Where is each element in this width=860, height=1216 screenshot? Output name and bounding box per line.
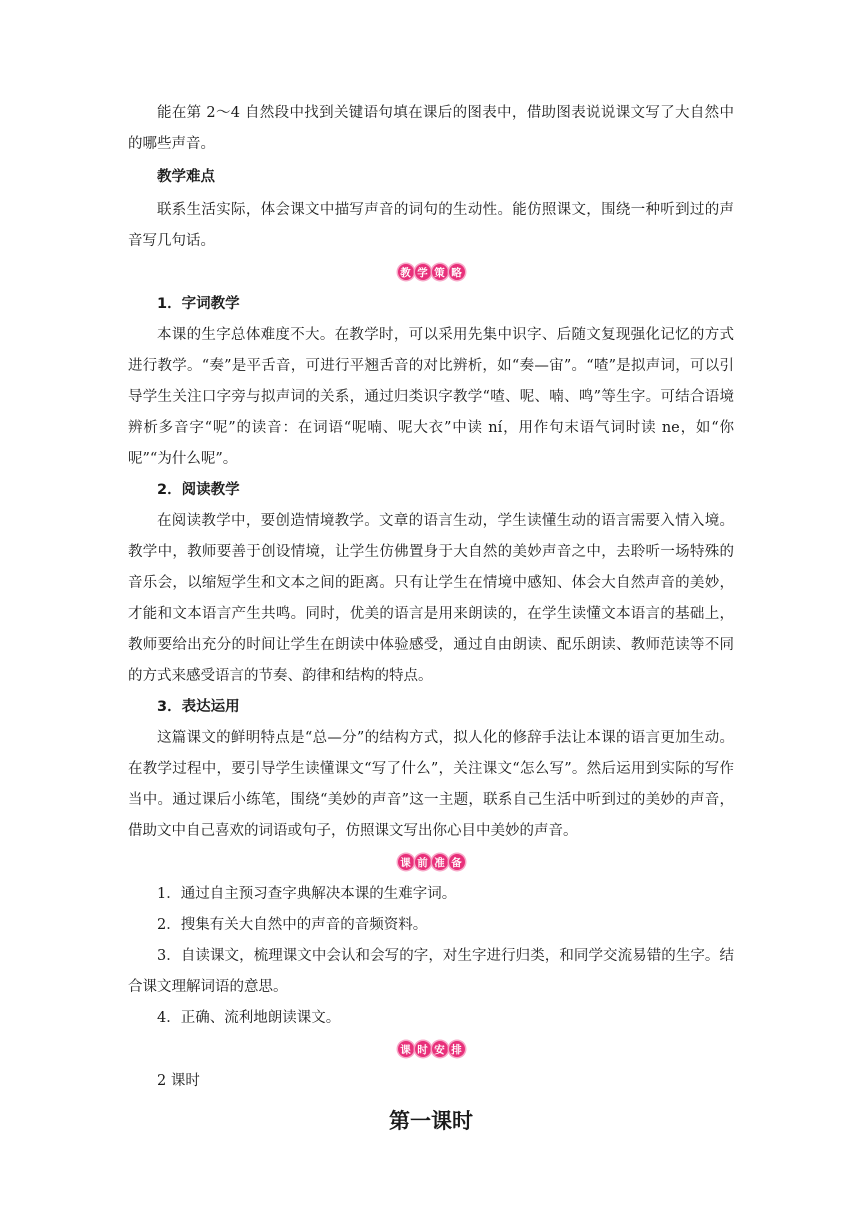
strategy-heading-3: 3．表达运用 bbox=[157, 699, 240, 715]
banner-char: 略 bbox=[449, 264, 465, 280]
strategy-paragraph-3: 这篇课文的鲜明特点是“总—分”的结构方式，拟人化的修辞手法让本课的语言更加生动。在教学过程中，要引导学生读懂课文“写了什么”，关注课文“怎么写”。然后运用到实际的写作当中。通过课后小练笔，围绕“美妙的声音”这一主题，联系自己生活中听到过的美妙的声音，借助文中自己喜欢的词语或句子，仿照课文写出你心目中美妙的声音。 bbox=[128, 730, 734, 839]
prep-item-4: 4．正确、流利地朗读课文。 bbox=[157, 1010, 341, 1026]
banner-char: 准 bbox=[432, 854, 448, 870]
prep-banner bbox=[128, 851, 734, 873]
banner-char: 课 bbox=[398, 1041, 414, 1057]
banner-char: 前 bbox=[415, 854, 431, 870]
banner-char: 学 bbox=[415, 264, 431, 280]
banner-char: 教 bbox=[398, 264, 414, 280]
prep-item-2: 2．搜集有关大自然中的声音的音频资料。 bbox=[157, 917, 428, 933]
banner-char: 备 bbox=[449, 854, 465, 870]
strategy-heading-1: 1．字词教学 bbox=[157, 296, 240, 312]
strategy-paragraph-2: 在阅读教学中，要创造情境教学。文章的语言生动，学生读懂生动的语言需要入情入境。教学中，教师要善于创设情境，让学生仿佛置身于大自然的美妙声音之中，去聆听一场特殊的音乐会，以缩短学生和文本之间的距离。只有让学生在情境中感知、体会大自然声音的美妙，才能和文本语言产生共鸣。同时，优美的语言是用来朗读的，在学生读懂文本语言的基础上，教师要给出充分的时间让学生在朗读中体验感受，通过自由朗读、配乐朗读、教师范读等不同的方式来感受语言的节奏、韵律和结构的特点。 bbox=[128, 513, 734, 684]
schedule-banner bbox=[128, 1038, 734, 1060]
prep-item-1: 1．通过自主预习查字典解决本课的生难字词。 bbox=[157, 886, 457, 902]
strategy-paragraph-1: 本课的生字总体难度不大。在教学时，可以采用先集中识字、后随文复现强化记忆的方式进行教学。“奏”是平舌音，可进行平翘舌音的对比辨析，如“奏—宙”。“喳”是拟声词，可以引导学生关注口字旁与拟声词的关系，通过归类识字教学“喳、呢、喃、鸣”等生字。可结合语境辨析多音字“呢”的读音：在词语“呢喃、呢大衣”中读 ní，用作句末语气词时读 ne，如“你呢”“为什么呢”。 bbox=[128, 327, 734, 467]
banner-char: 安 bbox=[432, 1041, 448, 1057]
strategy-heading-2: 2．阅读教学 bbox=[157, 482, 240, 498]
objective-paragraph: 能在第 2～4 自然段中找到关键语句填在课后的图表中，借助图表说说课文写了大自然中的哪些声音。 bbox=[128, 105, 734, 152]
banner-char: 时 bbox=[415, 1041, 431, 1057]
banner-char: 策 bbox=[432, 264, 448, 280]
schedule-text: 2 课时 bbox=[157, 1073, 200, 1089]
prep-item-3: 3．自读课文，梳理课文中会认和会写的字，对生字进行归类，和同学交流易错的生字。结合课文理解词语的意思。 bbox=[128, 948, 734, 995]
difficulty-heading: 教学难点 bbox=[157, 169, 215, 185]
difficulty-paragraph: 联系生活实际，体会课文中描写声音的词句的生动性。能仿照课文，围绕一种听到过的声音写几句话。 bbox=[128, 202, 734, 249]
document-page bbox=[128, 0, 734, 1139]
strategy-banner bbox=[128, 261, 734, 283]
section-title: 第一课时 bbox=[389, 1109, 473, 1133]
banner-char: 排 bbox=[449, 1041, 465, 1057]
banner-char: 课 bbox=[398, 854, 414, 870]
